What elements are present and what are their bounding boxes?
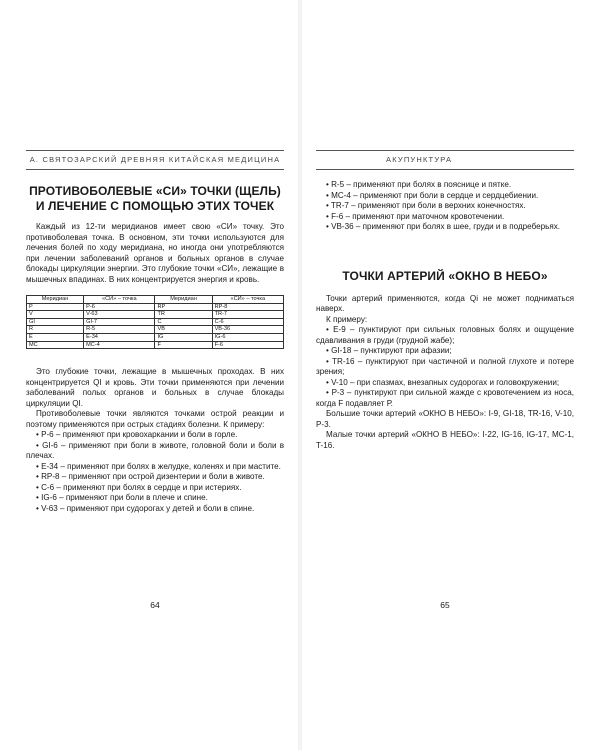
running-head: АКУПУНКТУРА [316, 150, 574, 170]
list-item: • IG-6 – применяют при боли в плече и спине. [36, 493, 208, 503]
list-item: • Р-3 – пунктируют при сильной жажде с кровотечением из носа, когда F подавляет Р. [316, 388, 574, 408]
table-header: «СИ» – точка [84, 296, 155, 304]
title-line-1: ПРОТИВОБОЛЕВЫЕ «СИ» ТОЧКИ (ЩЕЛЬ) [29, 184, 281, 198]
table-cell: E [27, 333, 84, 341]
table-header-row [27, 296, 284, 304]
table-row [27, 303, 284, 311]
list-item: • GI-6 – применяют при боли в животе, головной боли и боли в плечах. [26, 440, 284, 461]
table-cell: GI [27, 318, 84, 326]
table-cell: IG [155, 333, 212, 341]
example-label: К примеру: [326, 314, 368, 324]
list-item: • Р-6 – применяют при кровохаркании и боли в горле. [36, 430, 238, 440]
table-cell: R [27, 326, 84, 334]
table-cell: TR [155, 311, 212, 319]
table-cell: F [155, 341, 212, 349]
list-item: • VB-36 – применяют при болях в шее, груди и в подреберьях. [326, 222, 561, 231]
section-title [26, 184, 284, 214]
intro-paragraph: Каждый из 12-ти меридианов имеет свою «СИ» точку. Это противоболевая точка. В основном, эти точки используются для лечения болей по ходу меридиана, но иногда они употребляются при лечении заболеваний органов и больных органов в случае блокады циркуляции энергии. Это глубокие точки «СИ», лежащие в мышечных впадинах. В них концентрируется энергия и кровь. [26, 222, 284, 284]
table-cell: TR-7 [212, 311, 283, 319]
book-gutter [298, 0, 302, 750]
list-item: • С-6 – применяют при болях в сердце и при истериях. [36, 482, 242, 492]
list-item: • МС-4 – применяют при боли в сердце и сердцебиении. [326, 190, 539, 200]
table-row [27, 341, 284, 349]
section-title: ТОЧКИ АРТЕРИЙ «ОКНО В НЕБО» [342, 268, 548, 283]
table-cell: MC [27, 341, 84, 349]
table-cell: RP-8 [212, 303, 283, 311]
table-cell: F-6 [212, 341, 283, 349]
table-cell: VB-36 [212, 326, 283, 334]
paragraph: Это глубокие точки, лежащие в мышечных проходах. В них концентрируется QI и кровь. Эти точки применяются при лечении заболеваний полых органов и больных в случае блокады циркуляции QI. [26, 367, 284, 408]
table-header: «СИ» – точка [212, 296, 283, 304]
table-cell: GI-7 [84, 318, 155, 326]
table-cell: P-6 [84, 303, 155, 311]
paragraph: Малые точки артерий «ОКНО В НЕБО»: I-22, IG-16, IG-17, MC-1, T-16. [316, 430, 574, 450]
table-row [27, 333, 284, 341]
table-cell: V [27, 311, 84, 319]
si-points-table [26, 295, 284, 349]
title-line-2: И ЛЕЧЕНИЕ С ПОМОЩЬЮ ЭТИХ ТОЧЕК [35, 199, 275, 213]
table-header: Меридиан [155, 296, 212, 304]
table-cell: MC-4 [84, 341, 155, 349]
table-row [27, 311, 284, 319]
left-page [26, 150, 284, 610]
running-head: А. СВЯТОЗАРСКИЙ ДРЕВНЯЯ КИТАЙСКАЯ МЕДИЦИНА [26, 150, 284, 170]
table-row [27, 326, 284, 334]
table-cell: E-34 [84, 333, 155, 341]
page-number: 65 [440, 600, 450, 610]
right-page [316, 150, 574, 610]
intro-paragraph: Точки артерий применяются, когда Qi не может подниматься наверх. [316, 293, 574, 313]
table-cell: P [27, 303, 84, 311]
paragraph: Большие точки артерий «ОКНО В НЕБО»: I-9, GI-18, TR-16, V-10, P-3. [316, 409, 574, 429]
list-item: • GI-18 – пунктируют при афазии; [326, 346, 452, 355]
list-item: • R-5 – применяют при болях в пояснице и пятке. [326, 180, 512, 189]
paragraph: Противоболевые точки являются точками острой реакции и поэтому применяются при острых стадиях болезни. К примеру: [26, 409, 284, 429]
list-item: • V-10 – при спазмах, внезапных судорогах и головокружении; [326, 377, 560, 387]
list-item: • RP-8 – применяют при острой дизентерии и боли в животе. [36, 472, 265, 482]
list-item: • TR-7 – применяют при боли в верхних конечностях. [326, 201, 526, 210]
list-item: • F-6 – применяют при маточном кровотечении. [326, 211, 505, 221]
page-number: 64 [150, 600, 160, 610]
table-cell: V-63 [84, 311, 155, 319]
table-cell: RP [155, 303, 212, 311]
table-cell: R-5 [84, 326, 155, 334]
list-item: • Е-34 – применяют при болях в желудке, коленях и при мастите. [36, 461, 281, 471]
table-cell: C-6 [212, 318, 283, 326]
table-cell: IG-6 [212, 333, 283, 341]
list-item: • V-63 – применяют при судорогах у детей и боли в спине. [36, 503, 255, 513]
table-row [27, 318, 284, 326]
list-item: • Е-9 – пунктируют при сильных головных болях и ощущение сдавливания в груди (грудной жабе); [316, 325, 574, 345]
list-item: • TR-16 – пунктируют при частичной и полной глухоте и потере зрения; [316, 356, 574, 376]
table-cell: VB [155, 326, 212, 334]
table-cell: C [155, 318, 212, 326]
table-header: Меридиан [27, 296, 84, 304]
